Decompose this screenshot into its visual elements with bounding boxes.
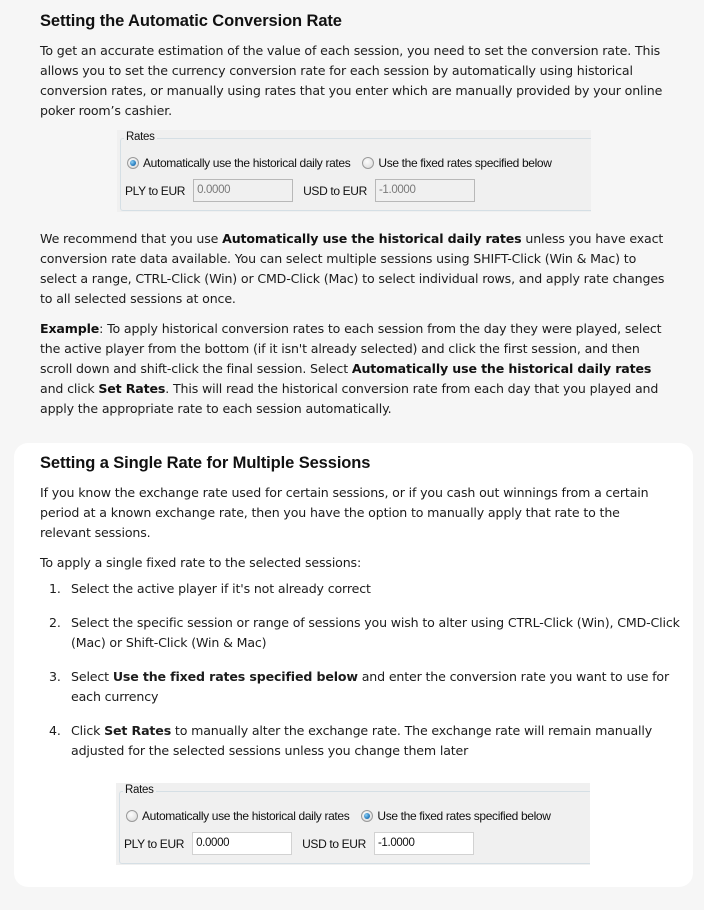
rates-widget-auto — [117, 130, 591, 212]
usd-to-eur-input[interactable]: -1.0000 — [374, 832, 474, 855]
example-text-3: . This will read the historical conversion rate from each day that you played and apply the appropriate rate to each session automatically. — [40, 381, 659, 416]
radio-fixed-rates[interactable] — [362, 157, 374, 169]
step-text: Select the active player if it's not already correct — [71, 581, 371, 596]
ply-to-eur-label: PLY to EUR — [125, 183, 186, 198]
rates-legend: Rates — [125, 784, 154, 796]
radio-auto-historical[interactable] — [127, 157, 139, 169]
rates-widget-fixed — [116, 783, 590, 865]
radio-auto-historical-label[interactable]: Automatically use the historical daily rates — [143, 156, 351, 170]
step-bold: Set Rates — [104, 723, 172, 738]
example-text-1: : To apply historical conversion rates to each session from the day they were played, select the active player from the bottom (if it isn't already selected) and click the first session, and then scroll down and shift-click the final session. Select — [40, 321, 662, 376]
step-number: 2. — [49, 615, 61, 630]
step-number: 4. — [49, 723, 61, 738]
recommend-paragraph — [40, 229, 670, 309]
example-bold-option: Automatically use the historical daily rates — [351, 361, 652, 376]
steps-list — [40, 579, 690, 761]
radio-fixed-rates[interactable] — [361, 810, 373, 822]
rate-fields-row — [125, 179, 485, 202]
step-item — [40, 721, 690, 761]
recommend-text-post: unless you have exact conversion rate data available. You can select multiple sessions using SHIFT-Click (Win & Mac) to select a range, CTRL-Click (Win) or CMD-Click (Mac) to select individual rows, and apply rate changes to all selected sessions at once. — [40, 231, 665, 306]
step-text-post: to manually alter the exchange rate. The exchange rate will remain manually adjusted for the selected sessions unless you change them later — [71, 723, 653, 758]
step-number: 3. — [49, 669, 61, 684]
section-title: Setting a Single Rate for Multiple Sessions — [40, 454, 371, 472]
rates-legend: Rates — [126, 131, 155, 143]
step-bold: Use the fixed rates specified below — [112, 669, 358, 684]
recommend-text-pre: We recommend that you use — [40, 231, 223, 246]
example-label: Example — [40, 321, 100, 336]
usd-to-eur-label: USD to EUR — [303, 183, 367, 198]
example-bold-set-rates: Set Rates — [98, 381, 166, 396]
radio-fixed-rates-label[interactable]: Use the fixed rates specified below — [377, 809, 551, 823]
step-text: Select the specific session or range of sessions you wish to alter using CTRL-Click (Win), CMD-Click (Mac) or Shift-Click (Win & Mac) — [71, 615, 680, 650]
radio-fixed-rates-label[interactable]: Use the fixed rates specified below — [378, 156, 552, 170]
intro-paragraph: To get an accurate estimation of the value of each session, you need to set the conversion rate. This allows you to set the currency conversion rate for each session by automatically using historical conversion rates, or manually using rates that you enter which are manually provided by your online poker room’s cashier. — [40, 43, 663, 118]
ply-to-eur-label: PLY to EUR — [124, 836, 185, 851]
rate-mode-radio-group — [127, 156, 564, 170]
recommend-block — [40, 229, 670, 419]
section-automatic-conversion-rate — [0, 0, 704, 121]
radio-auto-historical-label[interactable]: Automatically use the historical daily rates — [142, 809, 350, 823]
step-item — [40, 667, 690, 707]
step-number: 1. — [49, 581, 61, 596]
single-intro-paragraph: If you know the exchange rate used for certain sessions, or if you cash out winnings from a certain period at a known exchange rate, then you have the option to manually apply that rate to the relevant sessions. — [40, 485, 649, 540]
card-content — [40, 454, 690, 775]
step-item — [40, 613, 690, 653]
example-paragraph — [40, 319, 670, 419]
ply-to-eur-input[interactable]: 0.0000 — [193, 179, 293, 202]
step-text-pre: Select — [71, 669, 113, 684]
example-text-2: and click — [40, 381, 99, 396]
rate-mode-radio-group — [126, 809, 563, 823]
step-item — [40, 579, 690, 599]
step-text-pre: Click — [71, 723, 105, 738]
usd-to-eur-label: USD to EUR — [302, 836, 366, 851]
radio-auto-historical[interactable] — [126, 810, 138, 822]
section-title: Setting the Automatic Conversion Rate — [40, 12, 342, 30]
rate-fields-row — [124, 832, 484, 855]
usd-to-eur-input[interactable]: -1.0000 — [375, 179, 475, 202]
step-text-post: and enter the conversion rate you want to use for each currency — [71, 669, 670, 704]
ply-to-eur-input[interactable]: 0.0000 — [192, 832, 292, 855]
single-lead-paragraph: To apply a single fixed rate to the selected sessions: — [40, 555, 362, 570]
recommend-bold-option: Automatically use the historical daily rates — [222, 231, 522, 246]
